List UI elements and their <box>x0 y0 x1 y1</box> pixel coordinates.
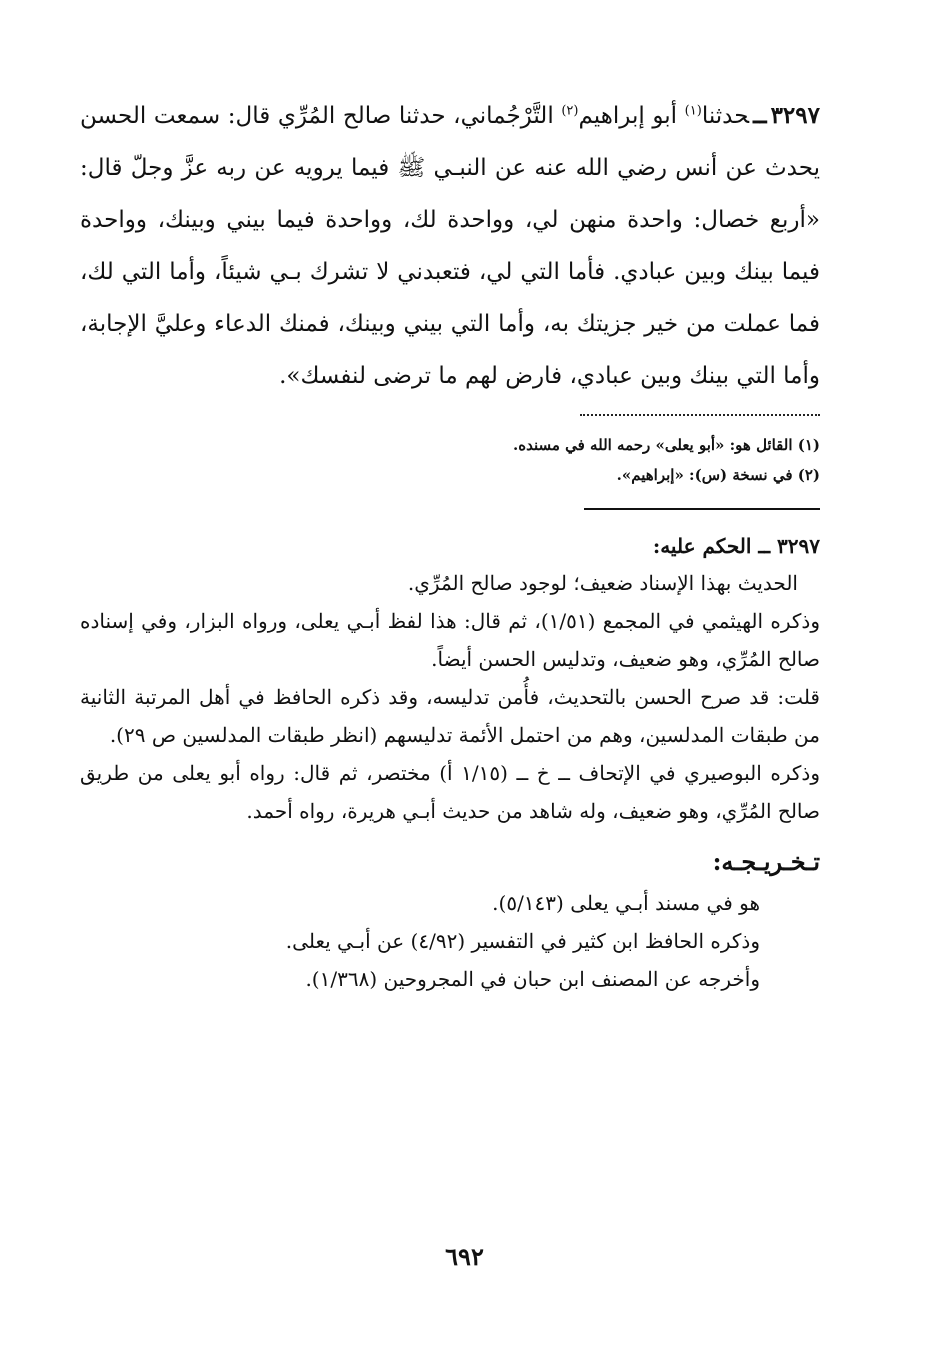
footnote-separator <box>580 414 820 416</box>
takhrij-heading: تـخـريـجـه: <box>712 847 820 876</box>
hadith-text <box>80 90 820 402</box>
footnote-ref-2: (٢) <box>561 103 579 119</box>
page-number: ٦٩٢ <box>445 1242 484 1271</box>
hadith-text-part3: التَّرْجُماني، حدثنا صالح المُرِّي قال: سمعت الحسن يحدث عن أنس رضي الله عنه عن النبـي ﷺ فيما يرويه عن ربه عزَّ وجلّ قال: «أربع خصال: واحدة منهن لي، وواحدة لك، وواحدة فيما بيني وبينك، وواحدة فيما بينك وبين عبادي. فأما التي لي، فتعبدني لا تشرك بـي شيئاً، وأما التي لك، فما عملت من خير جزيتك به، وأما التي بيني وبينك، فمنك الدعاء وعليَّ الإجابة، وأما التي بينك وبين عبادي، فارض لهم ما ترضى لنفسك». <box>80 103 820 389</box>
hadith-text-part1: حدثنا <box>701 103 750 129</box>
ruling-paragraph-2: وذكره الهيثمي في المجمع (١/٥١)، ثم قال: هذا لفظ أبـي يعلى، ورواه البزار، وفي إسناده صالح المُرِّي، وهو ضعيف، وتدليس الحسن أيضاً. <box>80 609 820 671</box>
hadith-number: ٣٢٩٧ <box>770 102 820 129</box>
hadith-dash: ــ <box>753 102 767 129</box>
ruling-paragraph-1: الحديث بهذا الإسناد ضعيف؛ لوجود صالح المُرِّي. <box>407 571 798 595</box>
takhrij-ref-1: هو في مسند أبـي يعلى (٥/١٤٣). <box>492 891 760 915</box>
ruling-heading: ٣٢٩٧ ــ الحكم عليه: <box>652 534 820 558</box>
footnotes <box>80 430 820 490</box>
takhrij-ref-3: وأخرجه عن المصنف ابن حبان في المجروحين (١/٣٦٨). <box>305 967 760 991</box>
section-divider <box>584 508 820 510</box>
footnote-ref-1: (١) <box>684 103 702 119</box>
footnote-2: (٢) في نسخة (س): «إبراهيم». <box>616 466 820 484</box>
page-body <box>80 90 820 998</box>
footnote-1: (١) القائل هو: «أبو يعلى» رحمه الله في مسنده. <box>513 436 820 454</box>
takhrij-references <box>80 884 820 998</box>
hadith-text-part2: أبو إبراهيم <box>578 103 685 129</box>
ruling-paragraph-4: وذكره البوصيري في الإتحاف ــ خ ــ (١/١٥ أ) مختصر، ثم قال: رواه أبو يعلى من طريق صالح المُرِّي، وهو ضعيف، وله شاهد من حديث أبـي هريرة، رواه أحمد. <box>80 761 820 823</box>
takhrij-ref-2: وذكره الحافظ ابن كثير في التفسير (٤/٩٢) عن أبـي يعلى. <box>285 929 760 953</box>
ruling-paragraph-3: قلت: قد صرح الحسن بالتحديث، فأُمن تدليسه، وقد ذكره الحافظ في أهل المرتبة الثانية من طبقات المدلسين، وهم من احتمل الأئمة تدليسهم (انظر طبقات المدلسين ص ٢٩). <box>80 685 820 747</box>
